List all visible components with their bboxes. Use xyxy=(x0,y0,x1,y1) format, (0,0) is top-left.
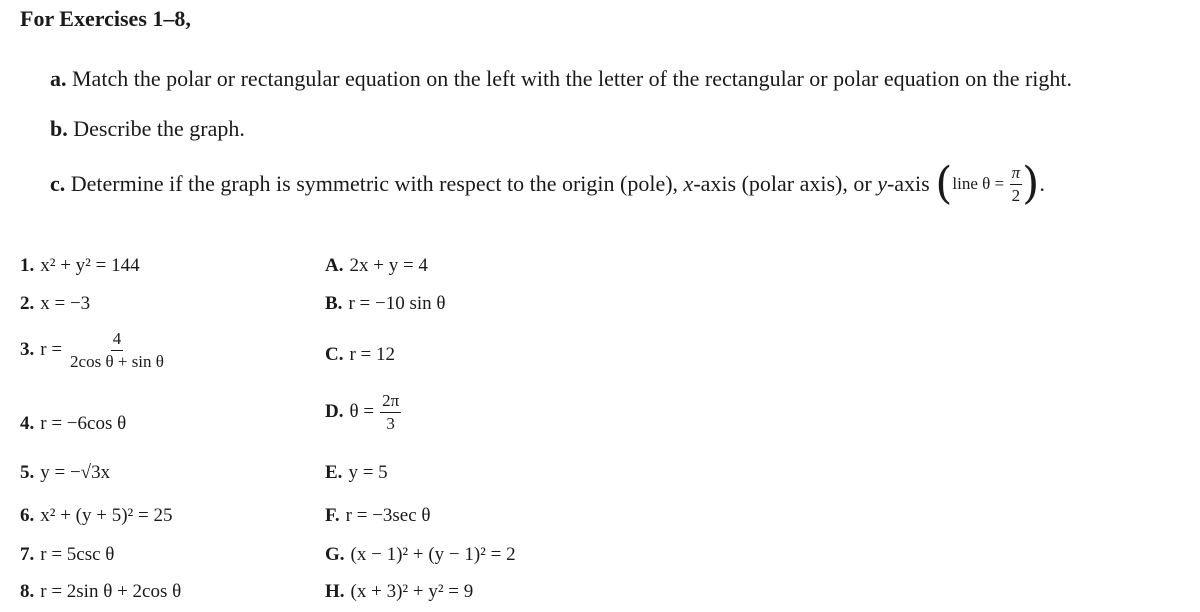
fraction-numerator: 2π xyxy=(380,392,401,413)
right-item-b xyxy=(325,293,445,315)
left-item-5 xyxy=(20,462,110,484)
item-letter: H. xyxy=(325,581,345,602)
instruction-c-text-post: -axis xyxy=(886,171,930,196)
right-item-c xyxy=(325,344,395,366)
fraction-denominator: 2 xyxy=(1011,185,1021,205)
equation-lhs: r = xyxy=(40,339,63,361)
instruction-c-text-pre: Determine if the graph is symmetric with respect to the origin (pole), xyxy=(70,171,684,196)
instruction-a-text: Match the polar or rectangular equation on the left with the letter of the rectangular or polar equation on the right. xyxy=(72,66,1073,91)
fraction-denominator: 2cos θ + sin θ xyxy=(70,351,164,371)
instruction-c xyxy=(50,158,1045,209)
equation: r = 2sin θ + 2cos θ xyxy=(40,581,182,602)
instruction-c-trail: . xyxy=(1039,171,1045,196)
item-letter: A. xyxy=(325,255,344,276)
item-letter: C. xyxy=(325,344,344,365)
item-number: 7. xyxy=(20,544,35,565)
instruction-c-label: c. xyxy=(50,171,66,196)
instruction-a xyxy=(50,66,1072,92)
item-number: 3. xyxy=(20,339,35,361)
equation: 2x + y = 4 xyxy=(349,255,428,276)
left-item-2 xyxy=(20,293,90,315)
item-letter: B. xyxy=(325,293,343,314)
equation: x = −3 xyxy=(40,293,91,314)
equation-lhs: θ = xyxy=(349,401,375,423)
item-number: 8. xyxy=(20,581,35,602)
left-item-3 xyxy=(20,330,166,371)
instruction-c-text-mid: -axis (polar axis), or xyxy=(693,171,878,196)
pi-over-2-fraction xyxy=(1010,164,1023,205)
equation: y = −√3x xyxy=(40,462,111,483)
instruction-b-label: b. xyxy=(50,116,68,141)
right-item-a xyxy=(325,255,428,277)
equation: x² + y² = 144 xyxy=(40,255,140,276)
page-heading: For Exercises 1–8, xyxy=(20,6,191,31)
right-item-e xyxy=(325,462,388,484)
fraction-numerator: π xyxy=(1010,164,1023,185)
equation: r = −3sec θ xyxy=(345,505,431,526)
equation: (x + 3)² + y² = 9 xyxy=(350,581,474,602)
item-number: 2. xyxy=(20,293,35,314)
item-letter: D. xyxy=(325,401,344,423)
item-letter: F. xyxy=(325,505,340,526)
left-item-4 xyxy=(20,413,126,435)
instruction-c-x: x xyxy=(683,171,694,196)
left-paren: ( xyxy=(935,158,953,209)
right-paren: ) xyxy=(1022,158,1040,209)
right-item-g xyxy=(325,544,516,566)
equation: r = −10 sin θ xyxy=(348,293,446,314)
item-number: 4. xyxy=(20,413,35,434)
instruction-b xyxy=(50,116,245,142)
equation: r = −6cos θ xyxy=(40,413,127,434)
equation-fraction xyxy=(68,330,166,371)
equation: y = 5 xyxy=(348,462,388,483)
left-item-1 xyxy=(20,255,140,277)
fraction-denominator: 3 xyxy=(386,413,395,433)
item-letter: E. xyxy=(325,462,343,483)
item-number: 5. xyxy=(20,462,35,483)
instruction-a-label: a. xyxy=(50,66,67,91)
item-letter: G. xyxy=(325,544,345,565)
right-item-h xyxy=(325,581,473,603)
instruction-c-paren-text: line θ = xyxy=(952,174,1005,193)
left-item-8 xyxy=(20,581,181,603)
item-number: 1. xyxy=(20,255,35,276)
equation: r = 5csc θ xyxy=(40,544,115,565)
equation: r = 12 xyxy=(349,344,396,365)
fraction-numerator: 4 xyxy=(111,330,124,351)
right-item-d xyxy=(325,392,401,433)
equation: x² + (y + 5)² = 25 xyxy=(40,505,173,526)
instruction-c-y: y xyxy=(877,171,887,196)
left-item-6 xyxy=(20,505,172,527)
left-item-7 xyxy=(20,544,114,566)
equation: (x − 1)² + (y − 1)² = 2 xyxy=(350,544,516,565)
item-number: 6. xyxy=(20,505,35,526)
right-item-f xyxy=(325,505,431,527)
equation-fraction xyxy=(380,392,401,433)
instruction-b-text: Describe the graph. xyxy=(73,116,245,141)
